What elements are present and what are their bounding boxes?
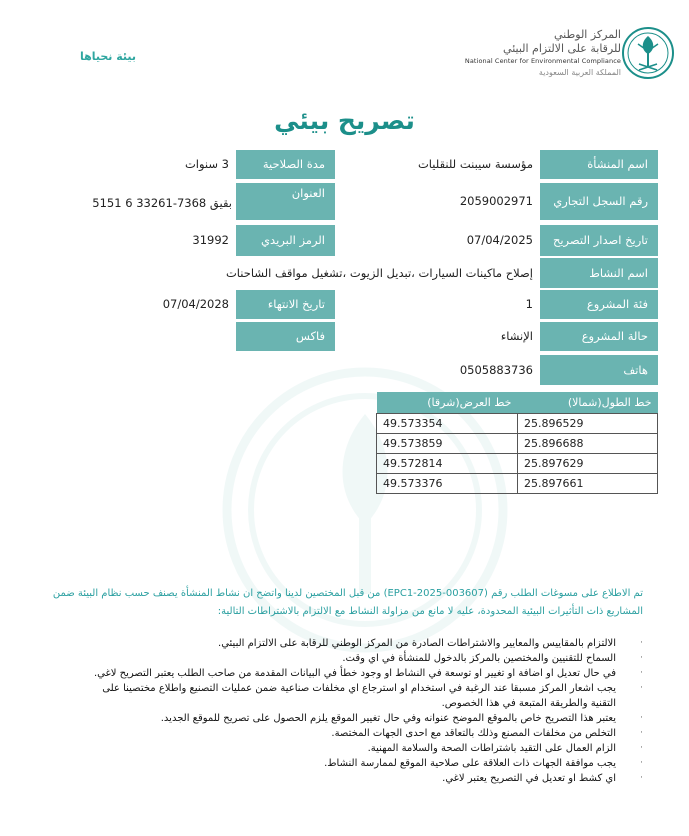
address-value: بقيق 7368-33261 6 5151 bbox=[92, 196, 232, 210]
latitude-cell: 25.896688 bbox=[518, 434, 658, 454]
list-item bbox=[88, 681, 643, 711]
issue-date-label: تاريخ اصدار التصريح bbox=[540, 225, 658, 256]
issue-date-value: 07/04/2025 bbox=[466, 233, 533, 247]
table-row bbox=[377, 454, 658, 474]
bullet-icon: · bbox=[640, 728, 643, 738]
condition-text: السماح للتقنيين والمختصين بالمركز بالدخول للمنشأة في اي وقت. bbox=[342, 653, 616, 664]
postal-code-value: 31992 bbox=[192, 233, 229, 247]
fax-label: فاكس bbox=[236, 322, 335, 351]
activity-value: إصلاح ماكينات السيارات ،تبديل الزيوت ،تشغيل مواقف الشاحنات bbox=[225, 266, 533, 280]
postal-code-label: الرمز البريدي bbox=[236, 225, 335, 256]
bullet-icon: · bbox=[640, 773, 643, 783]
intro-paragraph: تم الاطلاع على مسوغات الطلب رقم (EPC1-2025-003607) من قبل المختصين لدينا واتضح ان نشاط المنشأة يصنف حسب نظام البيئة ضمن المشاريع ذات التأثيرات البيئية المحدودة، عليه لا مانع من مزاولة النشاط مع الالتزام بالاشتراطات التالية: bbox=[52, 588, 643, 617]
list-item bbox=[88, 741, 643, 756]
list-item bbox=[88, 636, 643, 651]
cr-number-label: رقم السجل التجاري bbox=[540, 183, 658, 220]
project-category-label: فئة المشروع bbox=[540, 290, 658, 319]
condition-text: اي كشط او تعديل في التصريح يعتبر لاغي. bbox=[442, 773, 616, 784]
latitude-cell: 25.897629 bbox=[518, 454, 658, 474]
project-category-value: 1 bbox=[525, 297, 533, 311]
coordinates-table bbox=[376, 392, 658, 494]
table-row bbox=[377, 434, 658, 454]
expiry-date-value: 07/04/2028 bbox=[162, 297, 229, 311]
bullet-icon: · bbox=[640, 683, 643, 693]
page-title: تصريح بيئي bbox=[274, 106, 415, 135]
list-item bbox=[88, 771, 643, 786]
validity-value: 3 سنوات bbox=[184, 157, 229, 171]
validity-label: مدة الصلاحية bbox=[236, 150, 335, 179]
bullet-icon: · bbox=[640, 758, 643, 768]
list-item bbox=[88, 651, 643, 666]
list-item bbox=[88, 756, 643, 771]
list-item bbox=[88, 711, 643, 726]
fax-value bbox=[70, 322, 234, 351]
org-name-ar-line1: المركز الوطني bbox=[554, 28, 621, 41]
project-status-label: حالة المشروع bbox=[540, 322, 658, 351]
org-name-en: National Center for Environmental Compliance bbox=[464, 57, 621, 65]
condition-text: يعتبر هذا التصريح خاص بالموقع الموضح عنوانه وفي حال تغيير الموقع يلزم الحصول على تصريح للموقع الجديد. bbox=[160, 713, 616, 724]
latitude-cell: 25.896529 bbox=[518, 414, 658, 434]
bullet-icon: · bbox=[640, 653, 643, 663]
longitude-header: خط العرض(شرقا) bbox=[377, 392, 518, 414]
org-name-ar-line2: للرقابة على الالتزام البيئي bbox=[503, 42, 621, 55]
facility-name-label: اسم المنشأة bbox=[540, 150, 658, 179]
ncec-logo-icon bbox=[621, 24, 675, 82]
conditions-list bbox=[88, 636, 643, 786]
longitude-cell: 49.573376 bbox=[377, 474, 518, 494]
org-name-block bbox=[465, 28, 621, 79]
table-row bbox=[377, 414, 658, 434]
longitude-cell: 49.572814 bbox=[377, 454, 518, 474]
bullet-icon: · bbox=[640, 668, 643, 678]
phone-label: هاتف bbox=[540, 355, 658, 385]
condition-text: يجب اشعار المركز مسبقا عند الرغبة في استخدام او استرجاع اي مخلفات صناعية ضمن عمليات التصنيع واطلاع مختصينا على التقنية والطريقة المتبعة في هذا الخصوص. bbox=[102, 683, 616, 709]
condition-text: يجب موافقة الجهات ذات العلاقة على صلاحية الموقع لممارسة النشاط. bbox=[324, 758, 616, 769]
longitude-cell: 49.573354 bbox=[377, 414, 518, 434]
latitude-cell: 25.897661 bbox=[518, 474, 658, 494]
longitude-cell: 49.573859 bbox=[377, 434, 518, 454]
coordinates-header-row bbox=[377, 392, 658, 414]
slogan: بيئة نحياها bbox=[80, 50, 137, 63]
condition-text: الزام العمال على التقيد باشتراطات الصحة والسلامة المهنية. bbox=[367, 743, 616, 754]
condition-text: في حال تعديل او اضافة او تغيير او توسعة في النشاط او وجود خطأ في البيانات المقدمة من صاحب الطلب يعتبر التصريح لاغي. bbox=[94, 668, 616, 679]
table-row bbox=[377, 474, 658, 494]
condition-text: الالتزام بالمقاييس والمعايير والاشتراطات الصادرة من المركز الوطني للرقابة على الالتزام البيئي. bbox=[218, 638, 616, 649]
latitude-header: خط الطول(شمالا) bbox=[518, 392, 658, 414]
bullet-icon: · bbox=[640, 743, 643, 753]
activity-label: اسم النشاط bbox=[540, 258, 658, 288]
list-item bbox=[88, 726, 643, 741]
address-label: العنوان bbox=[236, 183, 335, 220]
condition-text: التخلص من مخلفات المصنع وذلك بالتعاقد مع احدى الجهات المختصة. bbox=[331, 728, 616, 739]
cr-number-value: 2059002971 bbox=[459, 194, 533, 208]
facility-name-value: مؤسسة سيبنت للنقليات bbox=[417, 157, 533, 171]
org-country: المملكة العربية السعودية bbox=[538, 68, 621, 77]
expiry-date-label: تاريخ الانتهاء bbox=[236, 290, 335, 319]
bullet-icon: · bbox=[640, 638, 643, 648]
bullet-icon: · bbox=[640, 713, 643, 723]
list-item bbox=[88, 666, 643, 681]
project-status-value: الإنشاء bbox=[500, 329, 533, 343]
phone-value: 0505883736 bbox=[459, 363, 533, 377]
